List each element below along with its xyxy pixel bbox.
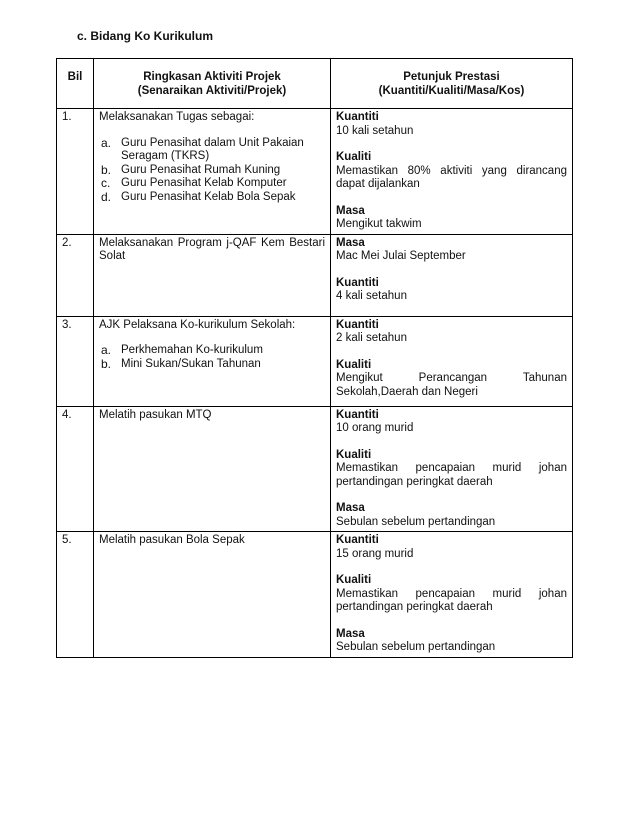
indicator-block	[336, 502, 567, 529]
activity-cell	[94, 234, 331, 316]
list-marker: d.	[101, 189, 112, 204]
indicator-label: Masa	[336, 204, 365, 217]
kokurikulum-table	[56, 58, 573, 658]
activity-lead: Melatih pasukan MTQ	[99, 408, 212, 421]
list-marker: a.	[101, 343, 112, 357]
activity-lead: Melatih pasukan Bola Sepak	[99, 534, 245, 546]
activity-lead: AJK Pelaksana Ko-kurikulum Sekolah:	[99, 318, 296, 331]
list-marker: b.	[101, 356, 112, 371]
indicator-block	[336, 277, 567, 304]
indicator-value: 10 kali setahun	[336, 124, 414, 137]
list-item	[99, 358, 325, 372]
row-number: 1.	[57, 109, 94, 235]
indicator-label: Kualiti	[336, 151, 372, 163]
indicator-cell	[331, 316, 573, 406]
indicator-value: Mac Mei Julai September	[336, 250, 466, 262]
table-row	[57, 316, 573, 406]
indicator-block	[336, 111, 567, 138]
list-item	[99, 177, 325, 191]
indicator-block	[336, 151, 567, 192]
indicator-value: Mengikut Perancangan Tahunan Sekolah,Daerah dan Negeri	[336, 372, 567, 398]
header-ringkasan-line1: Ringkasan Aktiviti Projek	[143, 71, 281, 83]
header-ringkasan	[94, 59, 331, 109]
list-item-text: Mini Sukan/Sukan Tahunan	[121, 357, 261, 370]
indicator-value: Memastikan pencapaian murid johan pertandingan peringkat daerah	[336, 587, 567, 613]
indicator-block	[336, 534, 567, 561]
list-item	[99, 137, 325, 164]
indicator-block	[336, 359, 567, 400]
list-item-text: Guru Penasihat Kelab Bola Sepak	[121, 190, 296, 203]
activity-cell	[94, 109, 331, 235]
indicator-label: Masa	[336, 236, 365, 249]
header-row	[57, 59, 573, 109]
header-petunjuk-line1: Petunjuk Prestasi	[403, 71, 500, 83]
indicator-value: Sebulan sebelum pertandingan	[336, 515, 496, 528]
list-item	[99, 164, 325, 178]
indicator-value: 10 orang murid	[336, 422, 414, 434]
indicator-label: Kualiti	[336, 448, 372, 461]
activity-lead: Melaksanakan Tugas sebagai:	[99, 111, 255, 123]
indicator-cell	[331, 532, 573, 658]
activity-sublist	[99, 137, 325, 205]
list-marker: a.	[101, 135, 112, 150]
header-ringkasan-line2: (Senaraikan Aktiviti/Projek)	[137, 84, 287, 97]
indicator-block	[336, 574, 567, 615]
list-marker: c.	[101, 176, 111, 190]
list-item	[99, 191, 325, 205]
indicator-value: 2 kali setahun	[336, 332, 407, 344]
indicator-label: Kuantiti	[336, 318, 379, 331]
indicator-block	[336, 205, 567, 232]
indicator-value: 4 kali setahun	[336, 290, 407, 302]
activity-sublist	[99, 344, 325, 371]
list-item-text: Guru Penasihat Rumah Kuning	[121, 163, 281, 176]
indicator-cell	[331, 406, 573, 532]
indicator-value: Memastikan 80% aktiviti yang dirancang dapat dijalankan	[336, 164, 567, 190]
list-item-text: Perkhemahan Ko-kurikulum	[121, 344, 263, 356]
indicator-block	[336, 409, 567, 436]
indicator-value: Memastikan pencapaian murid johan pertandingan peringkat daerah	[336, 462, 567, 488]
indicator-block	[336, 628, 567, 655]
row-number: 4.	[57, 406, 94, 532]
row-number: 5.	[57, 532, 94, 658]
indicator-block	[336, 449, 567, 490]
activity-cell	[94, 532, 331, 658]
indicator-label: Masa	[336, 627, 365, 640]
header-bil: Bil	[57, 59, 94, 109]
list-item	[99, 344, 325, 358]
indicator-cell	[331, 234, 573, 316]
indicator-label: Kualiti	[336, 574, 372, 586]
activity-cell	[94, 316, 331, 406]
indicator-label: Kuantiti	[336, 534, 379, 546]
list-item-text: Guru Penasihat Kelab Komputer	[121, 177, 287, 189]
indicator-label: Kualiti	[336, 358, 372, 371]
indicator-value: Sebulan sebelum pertandingan	[336, 641, 496, 653]
header-petunjuk-line2: (Kuantiti/Kualiti/Masa/Kos)	[378, 84, 525, 97]
indicator-cell	[331, 109, 573, 235]
table-row	[57, 109, 573, 235]
table-row	[57, 406, 573, 532]
activity-cell	[94, 406, 331, 532]
list-marker: b.	[101, 162, 112, 177]
header-petunjuk	[331, 59, 573, 109]
indicator-label: Kuantiti	[336, 111, 379, 123]
row-number: 3.	[57, 316, 94, 406]
indicator-value: Mengikut takwim	[336, 218, 422, 230]
activity-lead: Melaksanakan Program j-QAF Kem Bestari Solat	[99, 236, 325, 262]
indicator-block	[336, 237, 567, 264]
section-title: c. Bidang Ko Kurikulum	[77, 29, 214, 43]
indicator-block	[336, 319, 567, 346]
indicator-label: Masa	[336, 502, 365, 514]
list-item-text: Guru Penasihat dalam Unit Pakaian Seragam (TKRS)	[121, 136, 304, 162]
row-number: 2.	[57, 234, 94, 316]
indicator-label: Kuantiti	[336, 408, 379, 421]
table-row	[57, 532, 573, 658]
table-row	[57, 234, 573, 316]
indicator-value: 15 orang murid	[336, 547, 414, 560]
indicator-label: Kuantiti	[336, 276, 379, 289]
